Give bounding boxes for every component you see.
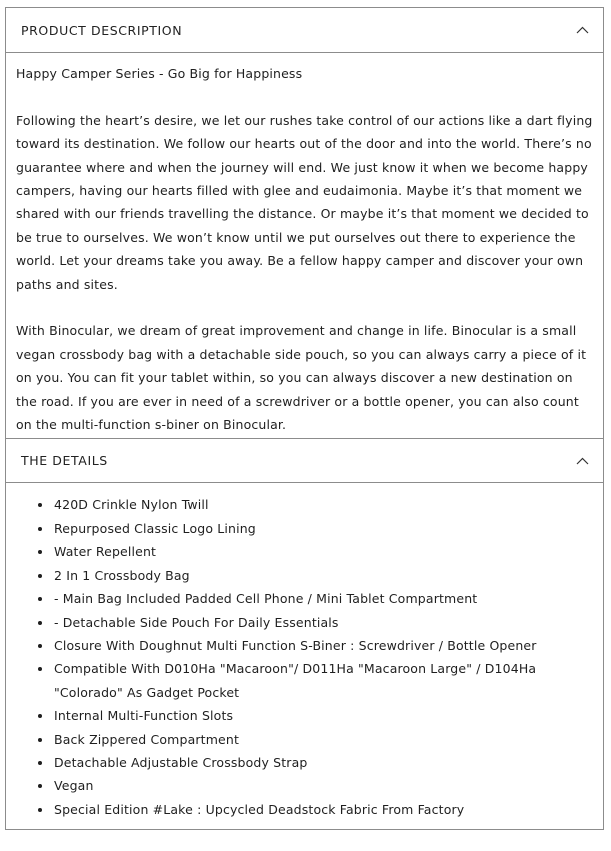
description-paragraph-1: Following the heart’s desire, we let our rushes take control of our actions like a dart flying toward its destination. We follow our hearts out of the door and into the world. There’s no guarantee where and when the journey will end. We just know it when we become happy campers, having our hearts filled with glee and eudaimonia. Maybe it’s that moment we shared with our friends travelling the distance. Or maybe it’s that moment we decided to be true to ourselves. We won’t know until we put ourselves out there to experience the world. Let your dreams take you away. Be a fellow happy camper and discover your own paths and sites. — [16, 112, 593, 292]
description-body — [6, 53, 603, 438]
description-subtitle: Happy Camper Series - Go Big for Happiness — [16, 66, 303, 81]
details-item: • Special Edition #Lake : Upcycled Deadstock Fabric From Factory — [53, 798, 593, 821]
description-section — [6, 8, 603, 438]
details-item: • Water Repellent — [53, 540, 593, 563]
details-header[interactable] — [6, 438, 603, 483]
chevron-up-icon[interactable] — [575, 454, 589, 468]
details-item: • Internal Multi-Function Slots — [53, 704, 593, 727]
product-accordion — [5, 7, 604, 830]
details-list — [16, 493, 593, 821]
details-item: • Closure With Doughnut Multi Function S-Biner : Screwdriver / Bottle Opener — [53, 634, 593, 657]
details-item: • 420D Crinkle Nylon Twill — [53, 493, 593, 516]
details-item: • Back Zippered Compartment — [53, 728, 593, 751]
chevron-up-icon[interactable] — [575, 23, 589, 37]
description-header[interactable] — [6, 8, 603, 53]
details-item: • - Main Bag Included Padded Cell Phone / Mini Tablet Compartment — [53, 587, 593, 610]
details-item: • Compatible With D010Ha "Macaroon"/ D011Ha "Macaroon Large" / D104Ha "Colorado" As Gadget Pocket — [53, 657, 593, 704]
details-item: • Repurposed Classic Logo Lining — [53, 517, 593, 540]
details-item: • 2 In 1 Crossbody Bag — [53, 564, 593, 587]
details-body — [6, 483, 603, 829]
details-item: • Detachable Adjustable Crossbody Strap — [53, 751, 593, 774]
details-item: • - Detachable Side Pouch For Daily Essentials — [53, 611, 593, 634]
description-paragraph-2: With Binocular, we dream of great improvement and change in life. Binocular is a small vegan crossbody bag with a detachable side pouch, so you can always carry a piece of it on you. You can fit your tablet within, so you can always discover a new destination on the road. If you are ever in need of a screwdriver or a bottle opener, you can also count on the multi-function s-biner on Binocular. — [16, 323, 587, 433]
details-section — [6, 438, 603, 829]
description-header-title: PRODUCT DESCRIPTION — [21, 22, 183, 38]
details-item: • Vegan — [53, 774, 593, 797]
details-header-title: THE DETAILS — [21, 453, 108, 469]
